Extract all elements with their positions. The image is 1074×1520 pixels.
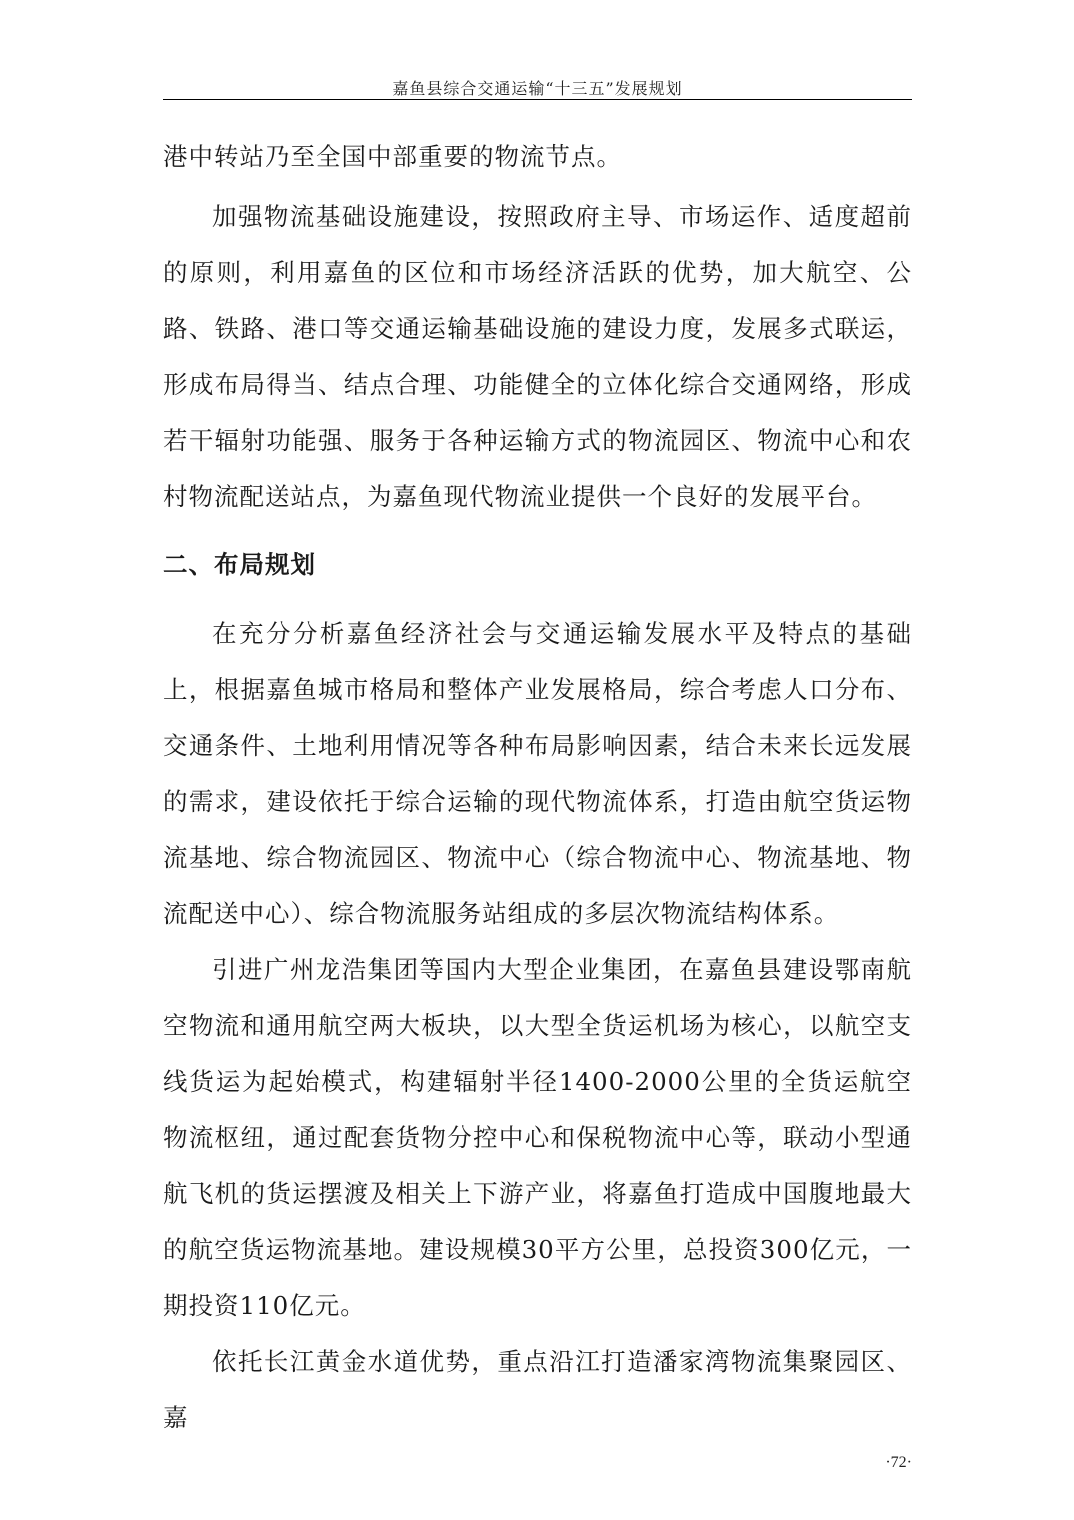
running-header: 嘉鱼县综合交通运输“十三五”发展规划	[392, 79, 683, 98]
paragraph-logistics-infrastructure: 加强物流基础设施建设，按照政府主导、市场运作、适度超前的原则，利用嘉鱼的区位和市场经济活跃的优势，加大航空、公路、铁路、港口等交通运输基础设施的建设力度，发展多式联运，形成布局得当、结点合理、功能健全的立体化综合交通网络，形成若干辐射功能强、服务于各种运输方式的物流园区、物流中心和农村物流配送站点，为嘉鱼现代物流业提供一个良好的发展平台。	[163, 202, 912, 511]
section-heading-layout-planning: 二、布局规划	[163, 550, 316, 579]
header-divider	[163, 99, 912, 100]
paragraph-continued: 港中转站乃至全国中部重要的物流节点。	[163, 142, 622, 171]
paragraph-yangtze-logistics: 依托长江黄金水道优势，重点沿江打造潘家湾物流集聚园区、嘉	[163, 1347, 912, 1432]
paragraph-air-logistics: 引进广州龙浩集团等国内大型企业集团，在嘉鱼县建设鄂南航空物流和通用航空两大板块，以大型全货运机场为核心，以航空支线货运为起始模式，构建辐射半径1400-2000公里的全货运航空物流枢纽，通过配套货物分控中心和保税物流中心等，联动小型通航飞机的货运摆渡及相关上下游产业，将嘉鱼打造成中国腹地最大的航空货运物流基地。建设规模30平方公里，总投资300亿元，一期投资110亿元。	[163, 955, 912, 1320]
page-number: ·72·	[885, 1454, 912, 1471]
paragraph-layout-analysis: 在充分分析嘉鱼经济社会与交通运输发展水平及特点的基础上，根据嘉鱼城市格局和整体产业发展格局，综合考虑人口分布、交通条件、土地利用情况等各种布局影响因素，结合未来长远发展的需求，建设依托于综合运输的现代物流体系，打造由航空货运物流基地、综合物流园区、物流中心（综合物流中心、物流基地、物流配送中心）、综合物流服务站组成的多层次物流结构体系。	[163, 619, 912, 928]
